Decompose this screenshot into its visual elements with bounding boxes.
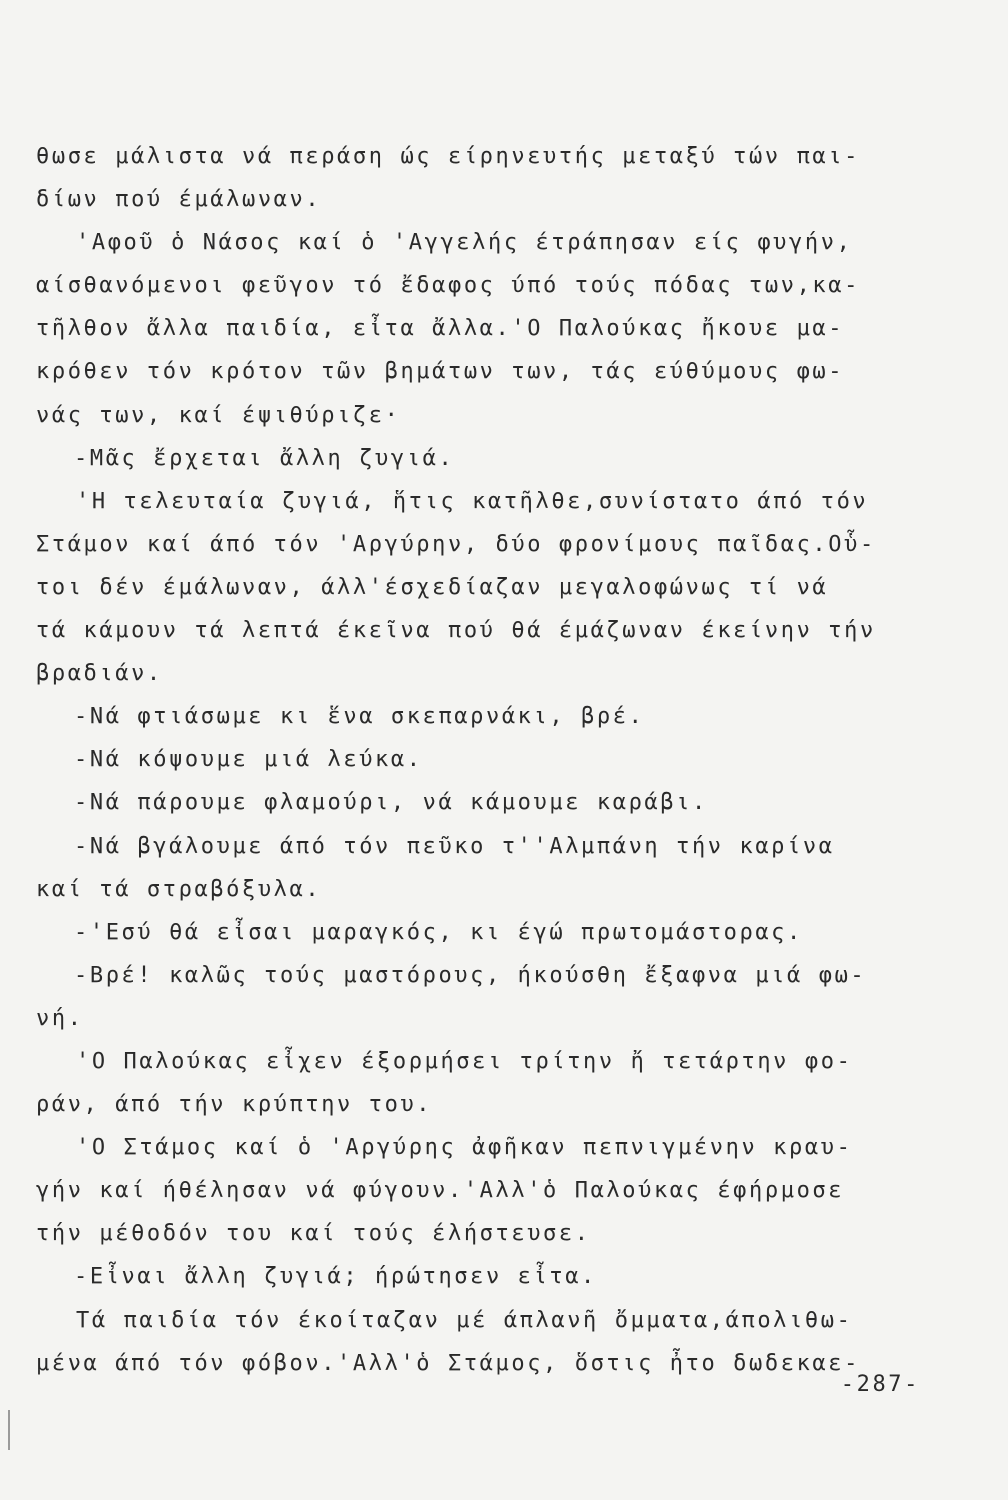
- text-line: θωσε μάλιστα νά περάση ώς είρηνευτής μεταξύ τών παι-: [36, 144, 860, 169]
- text-line: -Νά κόψουμε μιά λεύκα.: [74, 747, 423, 773]
- page-number: -287-: [840, 1372, 920, 1397]
- text-line: -Εἶναι ἄλλη ζυγιά; ήρώτησεν εἶτα.: [74, 1264, 597, 1290]
- text-line: νάς των, καί έψιθύριζε·: [36, 402, 401, 428]
- text-line: μένα άπό τόν φόβον.'Αλλ'ὁ Στάμος, ὅστις ἦτο δωδεκαε-: [36, 1350, 860, 1376]
- text-line: αίσθανόμενοι φεῦγον τό ἔδαφος ύπό τούς πόδας των,κα-: [36, 273, 860, 299]
- text-line: Στάμον καί άπό τόν 'Αργύρην, δύο φρονίμους παῖδας.Οὗ-: [36, 531, 876, 557]
- text-line: -Νά πάρουμε φλαμούρι, νά κάμουμε καράβι.: [74, 790, 708, 816]
- text-line: 'Ο Παλούκας εἶχεν έξορμήσει τρίτην ἤ τετάρτην φο-: [76, 1048, 853, 1074]
- text-line: 'Ο Στάμος καί ὁ 'Αργύρης ἀφῆκαν πεπνιγμένην κραυ-: [76, 1135, 853, 1161]
- text-line: ράν, άπό τήν κρύπτην του.: [36, 1092, 433, 1118]
- text-line: -Νά φτιάσωμε κι ἕνα σκεπαρνάκι, βρέ.: [74, 704, 645, 730]
- text-line: Τά παιδία τόν έκοίταζαν μέ άπλανῆ ὄμματα,άπολιθω-: [76, 1307, 853, 1333]
- text-line: βραδιάν.: [36, 661, 163, 687]
- text-line: καί τά στραβόξυλα.: [36, 876, 322, 902]
- text-line: -'Εσύ θά εἶσαι μαραγκός, κι έγώ πρωτομάστορας.: [74, 919, 803, 945]
- text-line: -Μᾶς ἔρχεται ἄλλη ζυγιά.: [74, 445, 455, 471]
- text-line: τά κάμουν τά λεπτά έκεῖνα πού θά έμάζωναν έκείνην τήν: [36, 618, 876, 644]
- text-line: τήν μέθοδόν του καί τούς έλήστευσε.: [36, 1221, 591, 1247]
- text-line: τῆλθον ἄλλα παιδία, εἶτα ἄλλα.'Ο Παλούκας ἤκουε μα-: [36, 316, 845, 342]
- text-line: -Βρέ! καλῶς τούς μαστόρους, ήκούσθη ἔξαφνα μιά φω-: [74, 962, 867, 988]
- text-line: -Νά βγάλουμε άπό τόν πεῦκο τ''Αλμπάνη τήν καρίνα: [74, 833, 835, 859]
- text-line: 'Η τελευταία ζυγιά, ἥτις κατῆλθε,συνίστατο άπό τόν: [76, 488, 869, 514]
- text-line: γήν καί ήθέλησαν νά φύγουν.'Αλλ'ὁ Παλούκας έφήρμοσε: [36, 1178, 845, 1204]
- text-line: νή.: [36, 1005, 84, 1031]
- text-line: δίων πού έμάλωναν.: [36, 187, 322, 213]
- body-text: [36, 135, 926, 1385]
- text-line: 'Αφοῦ ὁ Νάσος καί ὁ 'Αγγελής έτράπησαν είς φυγήν,: [76, 230, 853, 256]
- text-line: κρόθεν τόν κρότον τῶν βημάτων των, τάς εύθύμους φω-: [36, 359, 845, 385]
- text-line: τοι δέν έμάλωναν, άλλ'έσχεδίαζαν μεγαλοφώνως τί νά: [36, 574, 829, 600]
